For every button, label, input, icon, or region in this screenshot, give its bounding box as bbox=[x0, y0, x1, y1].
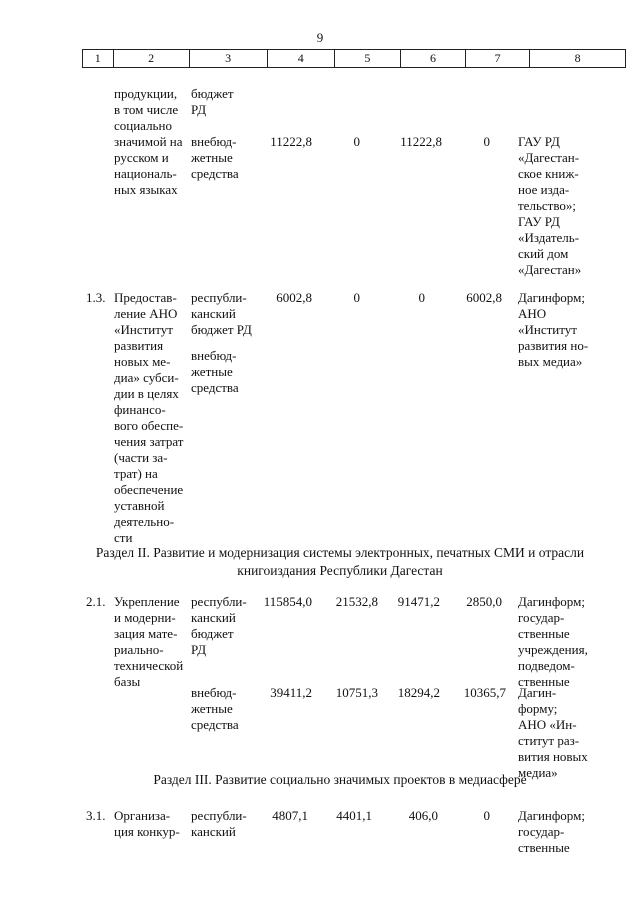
value-col6: 18294,2 bbox=[397, 685, 440, 700]
value-total: 4807,1 bbox=[272, 808, 308, 823]
value-total: 6002,8 bbox=[276, 290, 312, 305]
value-col6: 11222,8 bbox=[400, 134, 442, 149]
measure-text: Укрепление и модерни- зация мате- риально- технической базы bbox=[114, 594, 184, 689]
row-number: 3.1. bbox=[86, 808, 106, 823]
page-number: 9 bbox=[316, 30, 324, 45]
value-col6: 0 bbox=[418, 290, 425, 305]
header-col-2: 2 bbox=[114, 50, 190, 67]
measure-text: Предостав- ление АНО «Институт развития новых ме- диа» субси- дии в целях финансо- вого обеспе- чения затрат (части за- трат) на обеспечение уставной деятельно- сти bbox=[114, 290, 184, 545]
value-col5: 0 bbox=[353, 290, 360, 305]
value-col7: 10365,7 bbox=[463, 685, 506, 700]
value-col7: 0 bbox=[483, 808, 490, 823]
header-col-3: 3 bbox=[190, 50, 268, 67]
executor: ГАУ РД «Дагестан- ское книж- ное изда- тельство»; ГАУ РД «Издатель- ский дом «Дагестан» bbox=[518, 134, 582, 277]
executor: Дагин- форму; АНО «Ин- ститут раз- вития новых медиа» bbox=[518, 685, 588, 780]
value-col5: 10751,3 bbox=[335, 685, 378, 700]
header-col-1: 1 bbox=[83, 50, 114, 67]
funding-source: республи- канский bbox=[191, 808, 247, 839]
row-number: 2.1. bbox=[86, 594, 106, 609]
measure-text: Организа- ция конкур- bbox=[114, 808, 180, 839]
value-col7: 2850,0 bbox=[466, 594, 502, 609]
funding-source: внебюд- жетные средства bbox=[191, 134, 239, 181]
value-col7: 6002,8 bbox=[466, 290, 502, 305]
section-heading: Раздел III. Развитие социально значимых проектов в медиасфере bbox=[153, 772, 527, 787]
funding-source: бюджет РД bbox=[191, 86, 234, 117]
header-col-4: 4 bbox=[268, 50, 335, 67]
executor: Дагинформ; государ- ственные учреждения, подведом- ственные bbox=[518, 594, 588, 689]
funding-source: республи- канский бюджет РД bbox=[191, 290, 252, 337]
value-total: 39411,2 bbox=[270, 685, 312, 700]
header-col-7: 7 bbox=[466, 50, 530, 67]
funding-source: внебюд- жетные средства bbox=[191, 685, 239, 732]
measure-text: продукции, в том числе социально значимой на русском и националь- ных языках bbox=[114, 86, 183, 197]
header-col-6: 6 bbox=[401, 50, 466, 67]
value-col5: 0 bbox=[353, 134, 360, 149]
section-heading: Раздел II. Развитие и модернизация системы электронных, печатных СМИ и отрасли книгоиздания Республики Дагестан bbox=[95, 545, 585, 578]
header-col-5: 5 bbox=[335, 50, 401, 67]
value-total: 11222,8 bbox=[270, 134, 312, 149]
header-col-8: 8 bbox=[574, 51, 581, 65]
executor: Дагинформ; государ- ственные bbox=[518, 808, 585, 855]
funding-source: республи- канский бюджет РД bbox=[191, 594, 247, 657]
row-number: 1.3. bbox=[86, 290, 106, 305]
value-col6: 406,0 bbox=[408, 808, 438, 823]
value-col7: 0 bbox=[483, 134, 490, 149]
value-col5: 4401,1 bbox=[336, 808, 372, 823]
value-col5: 21532,8 bbox=[335, 594, 378, 609]
funding-source: внебюд- жетные средства bbox=[191, 348, 239, 395]
executor: Дагинформ; АНО «Институт развития но- вых медиа» bbox=[518, 290, 589, 369]
value-col6: 91471,2 bbox=[397, 594, 440, 609]
value-total: 115854,0 bbox=[263, 594, 312, 609]
table-header bbox=[82, 49, 626, 68]
